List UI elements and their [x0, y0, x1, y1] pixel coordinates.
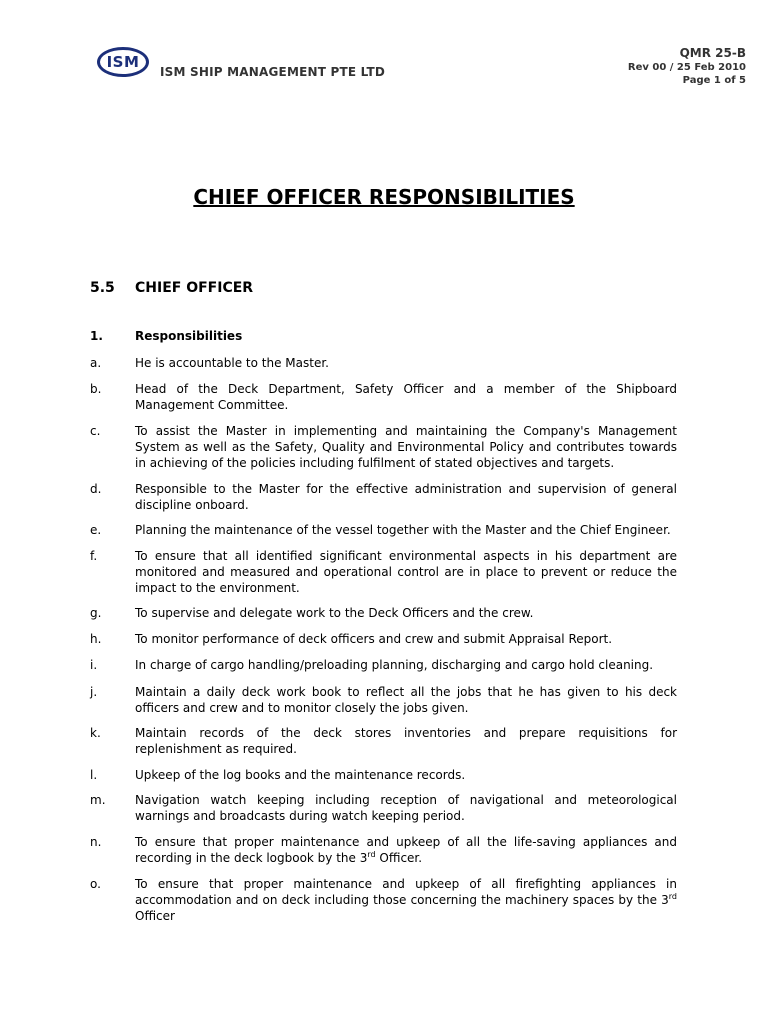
- section-title: CHIEF OFFICER: [135, 280, 254, 296]
- item-text: Upkeep of the log books and the maintenance records.: [135, 768, 466, 782]
- list-item: [90, 792, 677, 824]
- item-text: In charge of cargo handling/preloading planning, discharging and cargo hold cleaning.: [135, 658, 654, 672]
- item-label: n.: [90, 835, 102, 849]
- list-item: [90, 725, 677, 757]
- list-item: [90, 381, 677, 413]
- page-number: Page 1 of 5: [682, 75, 746, 86]
- item-label: l.: [90, 768, 98, 782]
- list-item: [90, 631, 677, 647]
- item-label: a.: [90, 356, 102, 370]
- item-text: Head of the Deck Department, Safety Officer and a member of the Shipboard Management Committee.: [135, 382, 677, 412]
- logo-text: ISM: [106, 53, 140, 71]
- item-text: Planning the maintenance of the vessel together with the Master and the Chief Engineer.: [135, 523, 671, 537]
- item-text: To ensure that proper maintenance and upkeep of all the life-saving appliances and recording in the deck logbook by the 3rd Officer.: [135, 835, 677, 865]
- list-item: [90, 522, 677, 538]
- item-text: To supervise and delegate work to the Deck Officers and the crew.: [135, 606, 534, 620]
- superscript: rd: [367, 850, 376, 859]
- company-name: ISM SHIP MANAGEMENT PTE LTD: [160, 65, 386, 79]
- list-item: [90, 684, 677, 716]
- item-text: Maintain records of the deck stores inventories and prepare requisitions for replenishment as required.: [135, 726, 677, 756]
- list-item: [90, 605, 677, 621]
- item-text: To monitor performance of deck officers and crew and submit Appraisal Report.: [135, 632, 613, 646]
- item-label: c.: [90, 424, 101, 438]
- item-text: He is accountable to the Master.: [135, 356, 329, 370]
- list-item: [90, 355, 677, 371]
- item-text: Maintain a daily deck work book to reflect all the jobs that he has given to his deck officers and crew and to monitor closely the jobs given.: [135, 685, 677, 715]
- ism-logo: [97, 47, 149, 77]
- document-reference: [628, 46, 746, 87]
- item-label: o.: [90, 877, 101, 891]
- list-item: [90, 876, 677, 924]
- item-label: f.: [90, 549, 98, 563]
- item-text: To ensure that all identified significant environmental aspects in his department are monitored and measured and operational control are in place to prevent or reduce the impact to the environment.: [135, 549, 677, 595]
- section-number: 5.5: [90, 280, 115, 296]
- item-label: e.: [90, 523, 102, 537]
- page-title: CHIEF OFFICER RESPONSIBILITIES: [193, 185, 575, 209]
- item-text: To assist the Master in implementing and maintaining the Company's Management System as well as the Safety, Quality and Environmental Policy and contributes towards in achieving of the policies including fulfilment of stated objectives and targets.: [135, 424, 677, 470]
- subsection-number: 1.: [90, 329, 103, 343]
- subsection-title: Responsibilities: [135, 329, 243, 343]
- item-label: k.: [90, 726, 101, 740]
- list-item: [90, 767, 677, 783]
- item-label: i.: [90, 658, 98, 672]
- list-item: [90, 481, 677, 513]
- item-text: Responsible to the Master for the effective administration and supervision of general discipline onboard.: [135, 482, 677, 512]
- doc-revision: Rev 00 / 25 Feb 2010: [627, 62, 746, 73]
- list-item: [90, 834, 677, 866]
- item-label: g.: [90, 606, 102, 620]
- item-label: j.: [90, 685, 98, 699]
- list-item: [90, 548, 677, 596]
- item-label: b.: [90, 382, 102, 396]
- doc-code: QMR 25-B: [679, 46, 746, 60]
- item-text: Navigation watch keeping including reception of navigational and meteorological warnings and broadcasts during watch keeping period.: [135, 793, 677, 823]
- item-label: m.: [90, 793, 106, 807]
- list-item: [90, 657, 677, 673]
- item-label: h.: [90, 632, 102, 646]
- superscript: rd: [668, 892, 677, 901]
- item-text: To ensure that proper maintenance and upkeep of all firefighting appliances in accommodation and on deck including those concerning the machinery spaces by the 3rd Officer: [135, 877, 677, 923]
- list-item: [90, 423, 677, 471]
- item-label: d.: [90, 482, 102, 496]
